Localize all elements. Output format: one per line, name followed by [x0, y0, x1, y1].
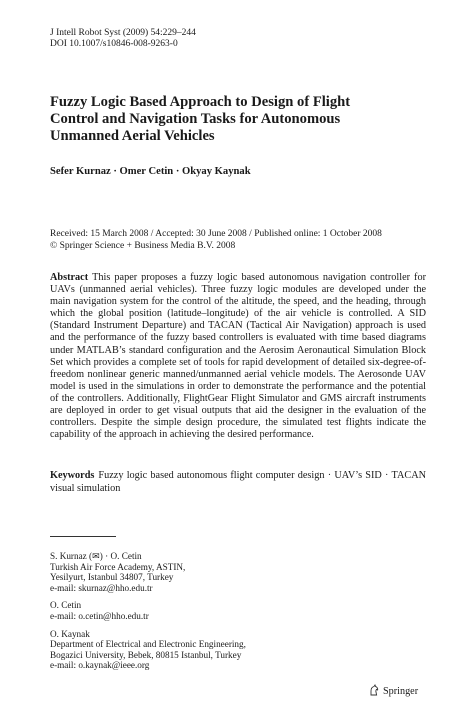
- affiliation-institution: Turkish Air Force Academy, ASTIN,: [50, 561, 186, 572]
- affiliation-authors: O. Kaynak: [50, 628, 90, 639]
- author-affiliations: [50, 544, 246, 678]
- affiliation-address: Yesilyurt, Istanbul 34807, Turkey: [50, 572, 174, 583]
- keywords: [50, 470, 426, 495]
- springer-horse-icon: [368, 684, 380, 699]
- keywords-heading: Keywords: [50, 470, 95, 481]
- publisher-name: Springer: [383, 686, 419, 697]
- affiliation-address: Bogazici University, Bebek, 80815 Istanbul, Turkey: [50, 649, 242, 660]
- title-line: Control and Navigation Tasks for Autonomous: [50, 111, 341, 127]
- affiliation-authors: S. Kurnaz (✉) · O. Cetin: [50, 551, 142, 561]
- affiliation-email: e-mail: skurnaz@hho.edu.tr: [50, 582, 153, 593]
- doi: DOI 10.1007/s10846-008-9263-0: [50, 39, 178, 49]
- footnote-divider: [50, 536, 116, 537]
- journal-header: [50, 28, 196, 50]
- affiliation-email: e-mail: o.kaynak@ieee.org: [50, 660, 150, 671]
- publisher-logo: [368, 684, 418, 699]
- abstract-text: This paper proposes a fuzzy logic based autonomous navigation controller for UAVs (unmanned aerial vehicles). Three fuzzy logic modules are developed under the main navigation system for the control of the altitude, the speed, and the heading, through which the global position (latitude–longitude) of the air vehicle is controlled. A SID (Standard Instrument Departure) and TACAN (Tactical Air Navigation) approach is used and the performance of the fuzzy based controllers is evaluated with time based diagrams under MATLAB’s standard configuration and the Aerosim Aeronautical Simulation Block Set which provides a complete set of tools for rapid development of detailed six-degree-of-freedom nonlinear generic manned/unmanned aerial vehicle models. The Aerosonde UAV model is used in the simulations in order to demonstrate the performance and the potential of the controllers. Additionally, FlightGear Flight Simulator and GMS aircraft instruments are deployed in order to get visual outputs that aid the designer in the evaluation of the controllers. Despite the simple design procedure, the simulated test flights indicate the capability of the approach in achieving the desired performance.: [50, 272, 426, 441]
- keywords-text: Fuzzy logic based autonomous flight computer design · UAV’s SID · TACAN visual simulation: [50, 470, 426, 494]
- copyright: © Springer Science + Business Media B.V. 2008: [50, 240, 236, 251]
- paper-title: [50, 94, 430, 145]
- publication-dates: [50, 229, 430, 252]
- abstract-heading: Abstract: [50, 272, 89, 283]
- affiliation-authors: O. Cetin: [50, 600, 82, 611]
- affiliation-email: e-mail: o.cetin@hho.edu.tr: [50, 610, 149, 621]
- abstract: [50, 272, 426, 441]
- title-line: Unmanned Aerial Vehicles: [50, 128, 215, 144]
- author-list: Sefer Kurnaz · Omer Cetin · Okyay Kaynak: [50, 166, 251, 177]
- received-accepted-published: Received: 15 March 2008 / Accepted: 30 June 2008 / Published online: 1 October 2008: [50, 229, 382, 239]
- journal-citation: J Intell Robot Syst (2009) 54:229–244: [50, 28, 196, 38]
- title-line: Fuzzy Logic Based Approach to Design of Flight: [50, 94, 351, 110]
- affiliation-department: Department of Electrical and Electronic Engineering,: [50, 639, 246, 650]
